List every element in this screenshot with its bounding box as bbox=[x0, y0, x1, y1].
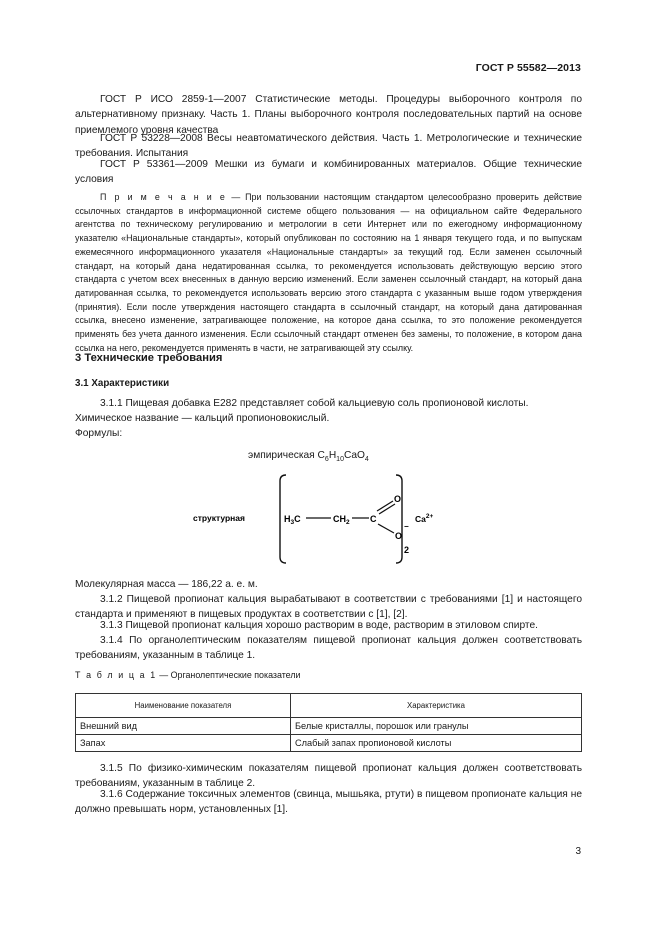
organoleptic-table bbox=[75, 693, 582, 752]
h3c-group: $H_3C$ bbox=[284, 514, 301, 526]
double-bond-b bbox=[379, 504, 395, 514]
table-header-row bbox=[76, 694, 582, 718]
formula-o-count: 4 bbox=[364, 456, 369, 464]
double-bond-a bbox=[377, 501, 393, 511]
structural-label: структурная bbox=[193, 513, 245, 523]
oxygen-top: O bbox=[394, 494, 402, 504]
right-bracket bbox=[396, 475, 402, 563]
molecular-mass: Молекулярная масса — 186,22 а. е. м. bbox=[75, 579, 258, 590]
table-cell: Запах bbox=[76, 735, 291, 752]
table-caption-text: — Органолептические показатели bbox=[156, 670, 301, 680]
note-text: — При пользовании настоящим стандартом целесообразно проверить действие ссылочных стандартов в информационной системе общего пользования — на официальном сайте Федерального агентства по техническому регулированию и метрологии в сети Интернет или по ежегодному информационному указателю «Национальные стандарты», который опубликован по состоянию на 1 января текущего года, и по выпускам ежемесячного информационного указателя «Национальные стандарты» за текущий год. Если заменен ссылочный стандарт, на который дана недатированная ссылка, то рекомендуется использовать действующую версию этого стандарта с учетом всех внесенных в данную версию изменений. Если заменен ссылочный стандарт, на который дана датированная ссылка, то рекомендуется использовать версию этого стандарта с указанным выше годом утверждения (принятия). Если после утверждения настоящего стандарта в ссылочный стандарт, на который дана датированная ссылка, внесено изменение, затрагивающее положение, на которое дана ссылка, то это положение рекомендуется применять без учета данного изменения. Если ссылочный стандарт отменен без замены, то положение, в котором дана ссылка на него, рекомендуется применять в части, не затрагивающей эту ссылку. bbox=[75, 192, 582, 353]
paragraph-3-1-5: 3.1.5 По физико-химическим показателям пищевой пропионат кальция должен соответствовать требованиям, указанным в таблице 2. bbox=[75, 763, 582, 790]
oxygen-bottom: O bbox=[395, 531, 403, 541]
formula-cao: CaO bbox=[343, 450, 365, 461]
paragraph-3-1-2: 3.1.2 Пищевой пропионат кальция вырабатывают в соответствии с требованиями [1] и настоящего стандарта и применяют в пищевых продуктах в соответствии с [1], [2]. bbox=[75, 594, 582, 621]
section-3-1-title: 3.1 Характеристики bbox=[75, 378, 170, 389]
reference-gost-53228: ГОСТ Р 53228—2008 Весы неавтоматического действия. Часть 1. Метрологические и технические требования. Испытания bbox=[75, 133, 582, 160]
ch2-group: $CH_2$ bbox=[333, 514, 350, 526]
note-label: П р и м е ч а н и е bbox=[100, 192, 227, 202]
page-header-standard: ГОСТ Р 55582—2013 bbox=[475, 62, 581, 74]
formula-h-count: 10 bbox=[336, 456, 344, 464]
formula-h: H bbox=[328, 450, 337, 461]
table-row bbox=[76, 735, 582, 752]
paragraph-3-1-1: 3.1.1 Пищевая добавка Е282 представляет собой кальциевую соль пропионовой кислоты. bbox=[100, 398, 529, 409]
table-row bbox=[76, 718, 582, 735]
table-cell: Внешний вид bbox=[76, 718, 291, 735]
multiplier: 2 bbox=[404, 545, 410, 555]
formula-c-count: 6 bbox=[324, 456, 329, 464]
reference-gost-53361: ГОСТ Р 53361—2009 Мешки из бумаги и комбинированных материалов. Общие технические условия bbox=[75, 159, 582, 186]
empirical-label: эмпирическая bbox=[248, 450, 315, 461]
section-3-title: 3 Технические требования bbox=[75, 352, 223, 364]
calcium-ion: $Ca^{2+}$ bbox=[415, 513, 434, 524]
paragraph-3-1-6: 3.1.6 Содержание токсичных элементов (свинца, мышьяка, ртути) в пищевом пропионате кальция не должно превышать норм, установленных [1]. bbox=[75, 789, 582, 816]
reference-gost-iso-2859: ГОСТ Р ИСО 2859-1—2007 Статистические методы. Процедуры выборочного контроля по альтернативному признаку. Часть 1. Планы выборочного контроля последовательных партий на основе приемлемого уровня качества bbox=[75, 94, 582, 136]
table-caption-label: Т а б л и ц а 1 bbox=[75, 670, 157, 680]
table-cell: Белые кристаллы, порошок или гранулы bbox=[291, 718, 582, 735]
table-cell: Слабый запах пропионовой кислоты bbox=[291, 735, 582, 752]
carboxyl-carbon: C bbox=[370, 514, 377, 524]
table-1-caption bbox=[75, 670, 300, 680]
table-header-cell: Наименование показателя bbox=[76, 694, 291, 718]
paragraph-3-1-4: 3.1.4 По органолептическим показателям пищевой пропионат кальция должен соответствовать требованиям, указанным в таблице 1. bbox=[75, 635, 582, 662]
single-bond-o bbox=[378, 524, 394, 533]
formula-c: C bbox=[317, 450, 325, 461]
oxygen-charge: − bbox=[404, 522, 409, 531]
formulas-label: Формулы: bbox=[75, 428, 123, 439]
table-header-cell: Характеристика bbox=[291, 694, 582, 718]
page-number: 3 bbox=[575, 846, 581, 857]
chemical-name: Химическое название — кальций пропионовокислый. bbox=[75, 413, 330, 424]
paragraph-3-1-3: 3.1.3 Пищевой пропионат кальция хорошо растворим в воде, растворим в этиловом спирте. bbox=[100, 620, 538, 631]
